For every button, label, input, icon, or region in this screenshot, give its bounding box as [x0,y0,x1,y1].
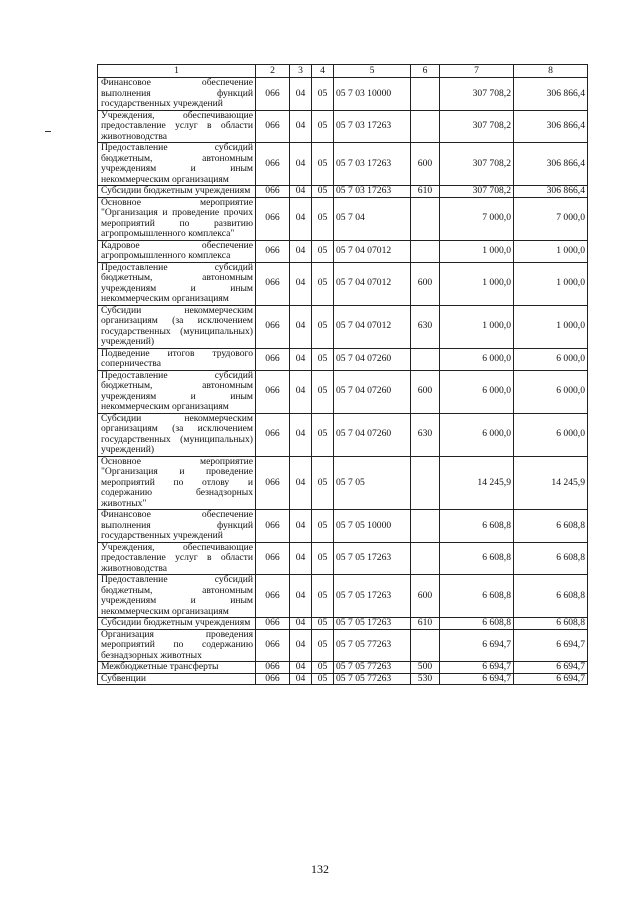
section-code-cell: 04 [290,305,312,348]
subsection-code-cell: 05 [312,78,334,111]
amount-year1-cell: 6 694,7 [440,629,514,662]
amount-year2-cell: 6 608,8 [514,618,588,630]
header-cell: 3 [290,65,312,78]
amount-year1-cell: 6 000,0 [440,370,514,413]
table-row [98,370,588,413]
ministry-code-cell: 066 [256,348,290,370]
amount-year1-cell: 6 694,7 [440,662,514,674]
section-code-cell: 04 [290,240,312,262]
target-article-cell: 05 7 05 77263 [334,662,411,674]
target-article-cell: 05 7 03 17263 [334,186,411,198]
row-name-cell: Предоставление субсидий бюджетным, автономным учреждениям и иным некоммерческим организациям [98,575,256,618]
subsection-code-cell: 05 [312,456,334,510]
subsection-code-cell: 05 [312,510,334,543]
target-article-cell: 05 7 04 07012 [334,305,411,348]
expense-type-cell: 630 [411,413,440,456]
section-code-cell: 04 [290,456,312,510]
expense-type-cell [411,110,440,143]
expense-type-cell [411,542,440,575]
expense-type-cell [411,629,440,662]
subsection-code-cell: 05 [312,662,334,674]
table-row [98,629,588,662]
amount-year2-cell: 306 866,4 [514,143,588,186]
section-code-cell: 04 [290,348,312,370]
ministry-code-cell: 066 [256,197,290,240]
row-name-cell: Предоставление субсидий бюджетным, автономным учреждениям и иным некоммерческим организациям [98,262,256,305]
amount-year2-cell: 6 694,7 [514,673,588,685]
row-name-cell: Учреждения, обеспечивающие предоставление услуг в области животноводства [98,110,256,143]
row-name-cell: Предоставление субсидий бюджетным, автономным учреждениям и иным некоммерческим организациям [98,143,256,186]
section-code-cell: 04 [290,143,312,186]
expense-type-cell: 600 [411,262,440,305]
target-article-cell: 05 7 04 07260 [334,370,411,413]
subsection-code-cell: 05 [312,305,334,348]
section-code-cell: 04 [290,78,312,111]
expense-type-cell: 630 [411,305,440,348]
amount-year1-cell: 6 608,8 [440,618,514,630]
amount-year1-cell: 6 000,0 [440,348,514,370]
amount-year1-cell: 1 000,0 [440,305,514,348]
header-cell: 4 [312,65,334,78]
amount-year1-cell: 307 708,2 [440,110,514,143]
target-article-cell: 05 7 05 10000 [334,510,411,543]
ministry-code-cell: 066 [256,78,290,111]
row-name-cell: Субсидии некоммерческим организациям (за исключением государственных (муниципальных) учреждений) [98,413,256,456]
ministry-code-cell: 066 [256,240,290,262]
header-cell: 5 [334,65,411,78]
section-code-cell: 04 [290,629,312,662]
section-code-cell: 04 [290,618,312,630]
amount-year2-cell: 6 694,7 [514,662,588,674]
table-header-row [98,65,588,78]
target-article-cell: 05 7 05 77263 [334,673,411,685]
table-row [98,143,588,186]
table-row [98,262,588,305]
expense-type-cell [411,348,440,370]
subsection-code-cell: 05 [312,370,334,413]
table-row [98,186,588,198]
table-row [98,456,588,510]
row-name-cell: Основное мероприятие "Организация и проведение мероприятий по отлову и содержанию безнадзорных животных" [98,456,256,510]
amount-year1-cell: 307 708,2 [440,78,514,111]
ministry-code-cell: 066 [256,110,290,143]
ministry-code-cell: 066 [256,510,290,543]
header-cell: 2 [256,65,290,78]
table-row [98,542,588,575]
ministry-code-cell: 066 [256,186,290,198]
subsection-code-cell: 05 [312,110,334,143]
row-name-cell: Подведение итогов трудового соперничества [98,348,256,370]
subsection-code-cell: 05 [312,413,334,456]
table-row [98,618,588,630]
amount-year2-cell: 306 866,4 [514,78,588,111]
amount-year2-cell: 1 000,0 [514,305,588,348]
amount-year1-cell: 1 000,0 [440,240,514,262]
row-name-cell: Учреждения, обеспечивающие предоставление услуг в области животноводства [98,542,256,575]
expense-type-cell: 600 [411,575,440,618]
amount-year1-cell: 1 000,0 [440,262,514,305]
target-article-cell: 05 7 03 10000 [334,78,411,111]
expense-type-cell: 500 [411,662,440,674]
target-article-cell: 05 7 04 [334,197,411,240]
subsection-code-cell: 05 [312,262,334,305]
header-cell: 1 [98,65,256,78]
row-name-cell: Финансовое обеспечение выполнения функций государственных учреждений [98,78,256,111]
ministry-code-cell: 066 [256,618,290,630]
amount-year2-cell: 14 245,9 [514,456,588,510]
expense-type-cell [411,197,440,240]
subsection-code-cell: 05 [312,186,334,198]
section-code-cell: 04 [290,510,312,543]
section-code-cell: 04 [290,575,312,618]
section-code-cell: 04 [290,413,312,456]
amount-year1-cell: 6 608,8 [440,510,514,543]
expense-type-cell: 530 [411,673,440,685]
section-code-cell: 04 [290,673,312,685]
row-name-cell: Кадровое обеспечение агропромышленного комплекса [98,240,256,262]
header-cell: 6 [411,65,440,78]
expense-type-cell: 600 [411,370,440,413]
table-row [98,305,588,348]
target-article-cell: 05 7 04 07260 [334,413,411,456]
ministry-code-cell: 066 [256,262,290,305]
page-number: 132 [311,862,329,876]
table-row [98,413,588,456]
amount-year2-cell: 6 608,8 [514,510,588,543]
ministry-code-cell: 066 [256,673,290,685]
subsection-code-cell: 05 [312,673,334,685]
row-name-cell: Субвенции [98,673,256,685]
ministry-code-cell: 066 [256,662,290,674]
target-article-cell: 05 7 03 17263 [334,110,411,143]
table-row [98,348,588,370]
subsection-code-cell: 05 [312,143,334,186]
section-code-cell: 04 [290,186,312,198]
amount-year2-cell: 7 000,0 [514,197,588,240]
amount-year2-cell: 6 000,0 [514,370,588,413]
subsection-code-cell: 05 [312,618,334,630]
ministry-code-cell: 066 [256,370,290,413]
amount-year2-cell: 6 608,8 [514,575,588,618]
amount-year1-cell: 307 708,2 [440,186,514,198]
row-name-cell: Организация проведения мероприятий по содержанию безнадзорных животных [98,629,256,662]
table-row [98,662,588,674]
budget-table [97,64,588,685]
ministry-code-cell: 066 [256,629,290,662]
target-article-cell: 05 7 04 07012 [334,262,411,305]
amount-year2-cell: 6 608,8 [514,542,588,575]
section-code-cell: 04 [290,542,312,575]
amount-year2-cell: 6 000,0 [514,348,588,370]
expense-type-cell [411,78,440,111]
ministry-code-cell: 066 [256,456,290,510]
target-article-cell: 05 7 05 [334,456,411,510]
table-row [98,575,588,618]
target-article-cell: 05 7 05 17263 [334,542,411,575]
row-name-cell: Субсидии бюджетным учреждениям [98,618,256,630]
target-article-cell: 05 7 04 07260 [334,348,411,370]
row-name-cell: Основное мероприятие "Организация и проведение прочих мероприятий по развитию агропромышленного комплекса" [98,197,256,240]
table-row [98,78,588,111]
subsection-code-cell: 05 [312,348,334,370]
section-code-cell: 04 [290,262,312,305]
section-code-cell: 04 [290,197,312,240]
ministry-code-cell: 066 [256,143,290,186]
section-code-cell: 04 [290,370,312,413]
header-cell: 8 [514,65,588,78]
target-article-cell: 05 7 04 07012 [334,240,411,262]
amount-year2-cell: 1 000,0 [514,240,588,262]
amount-year2-cell: 6 000,0 [514,413,588,456]
row-name-cell: Финансовое обеспечение выполнения функций государственных учреждений [98,510,256,543]
amount-year1-cell: 14 245,9 [440,456,514,510]
table-row [98,673,588,685]
amount-year2-cell: 6 694,7 [514,629,588,662]
ministry-code-cell: 066 [256,542,290,575]
amount-year2-cell: 1 000,0 [514,262,588,305]
subsection-code-cell: 05 [312,542,334,575]
row-name-cell: Субсидии бюджетным учреждениям [98,186,256,198]
header-cell: 7 [440,65,514,78]
target-article-cell: 05 7 05 17263 [334,618,411,630]
target-article-cell: 05 7 03 17263 [334,143,411,186]
target-article-cell: 05 7 05 77263 [334,629,411,662]
section-code-cell: 04 [290,110,312,143]
table-row [98,110,588,143]
subsection-code-cell: 05 [312,240,334,262]
amount-year1-cell: 6 000,0 [440,413,514,456]
ministry-code-cell: 066 [256,305,290,348]
subsection-code-cell: 05 [312,629,334,662]
amount-year2-cell: 306 866,4 [514,186,588,198]
target-article-cell: 05 7 05 17263 [334,575,411,618]
amount-year1-cell: 6 694,7 [440,673,514,685]
amount-year1-cell: 7 000,0 [440,197,514,240]
subsection-code-cell: 05 [312,575,334,618]
table-row [98,510,588,543]
section-code-cell: 04 [290,662,312,674]
amount-year1-cell: 6 608,8 [440,575,514,618]
expense-type-cell [411,510,440,543]
expense-type-cell: 610 [411,186,440,198]
margin-mark [45,131,51,132]
expense-type-cell [411,456,440,510]
table-row [98,197,588,240]
ministry-code-cell: 066 [256,413,290,456]
amount-year1-cell: 307 708,2 [440,143,514,186]
ministry-code-cell: 066 [256,575,290,618]
expense-type-cell [411,240,440,262]
row-name-cell: Предоставление субсидий бюджетным, автономным учреждениям и иным некоммерческим организациям [98,370,256,413]
amount-year1-cell: 6 608,8 [440,542,514,575]
row-name-cell: Межбюджетные трансферты [98,662,256,674]
table-row [98,240,588,262]
expense-type-cell: 610 [411,618,440,630]
expense-type-cell: 600 [411,143,440,186]
row-name-cell: Субсидии некоммерческим организациям (за исключением государственных (муниципальных) учреждений) [98,305,256,348]
subsection-code-cell: 05 [312,197,334,240]
amount-year2-cell: 306 866,4 [514,110,588,143]
